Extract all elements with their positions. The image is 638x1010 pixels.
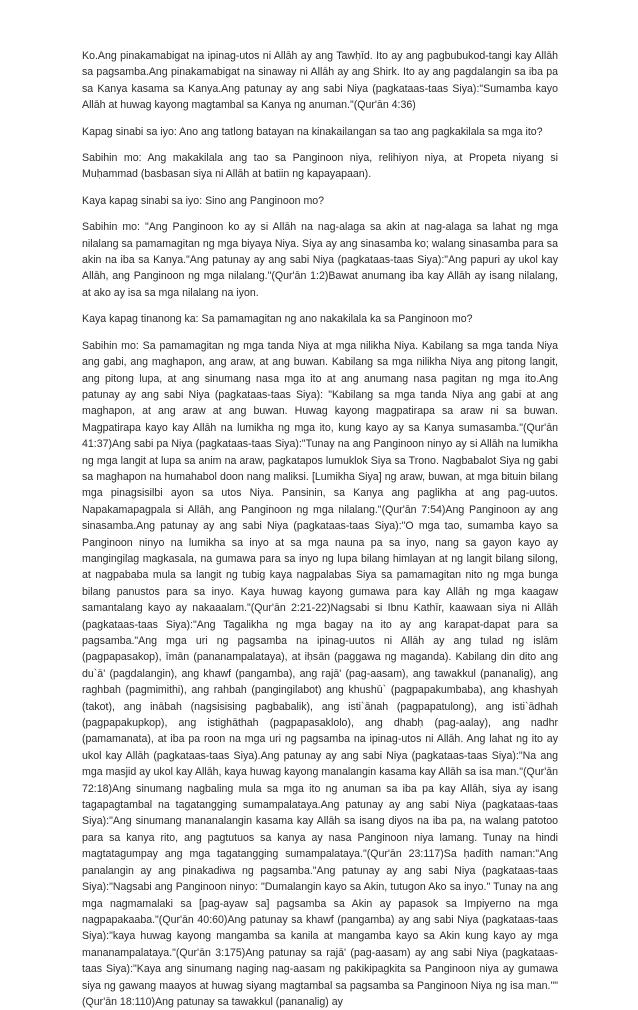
paragraph-question-who-is-lord: Kaya kapag sinabi sa iyo: Sino ang Panginoon mo? [82,194,325,207]
paragraph-answer-who-is-lord: Sabihin mo: "Ang Panginoon ko ay si Allāh na nag-alaga sa akin at nag-alaga sa lahat ng mga nilalang sa pamamagitan ng mga biyaya Niya. Siya ay ang sinasamba ko; walang sinasamba para sa akin na iba sa Kanya."Ang patunay ay ang sabi Niya (pagkataas-taas Siya):"Ang papuri ay ukol kay Allāh, ang Panginoon ng mga nilalang."(Qur'ān 1:2)Bawat anumang iba kay Allāh ay isang nilalang, at ako ay isa sa mga nilalang na iyon. [82,221,558,299]
paragraph-answer-three-foundations: Sabihin mo: Ang makakilala ang tao sa Panginoon niya, relihiyon niya, at Propeta niyang si Muḥammad (basbasan siya ni Allāh at batiin ng kapayapaan). [82,152,558,181]
paragraph-tawhid-shirk: Ko.Ang pinakamabigat na ipinag-utos ni Allāh ay ang Tawḥīd. Ito ay ang pagbubukod-tangi kay Allāh sa pagsamba.Ang pinakamabigat na sinaway ni Allāh ay ang Shirk. Ito ay ang pagdalangin sa iba pa sa Kanya kasama sa Kanya.Ang patunay ay ang sabi Niya (pagkataas-taas Siya):"Sumamba kayo Allāh at huwag kayong magtambal sa Kanya ng anuman."(Qur'ān 4:36) [82,50,558,112]
document-page [82,48,558,1010]
paragraph-question-how-know-lord: Kaya kapag tinanong ka: Sa pamamagitan ng ano nakakilala ka sa Panginoon mo? [82,313,473,326]
paragraph-question-three-foundations: Kapag sinabi sa iyo: Ano ang tatlong batayan na kinakailangan sa tao ang pagkakilala sa mga ito? [82,125,543,138]
paragraph-answer-signs-and-worship: Sabihin mo: Sa pamamagitan ng mga tanda Niya at mga nilikha Niya. Kabilang sa mga tanda Niya ang gabi, ang maghapon, ang araw, at ang buwan. Kabilang sa mga nilikha Niya ang pitong langit, ang pitong lupa, at ang sinumang nasa mga ito at ang anumang nasa pagitan ng mga ito.Ang patunay ay ang sabi Niya (pagkataas-taas Siya): "Kabilang sa mga tanda Niya ang gabi at ang maghapon, at ang araw at ang buwan. Huwag kayong magpatirapa sa araw ni sa buwan. Magpatirapa kayo kay Allāh na lumikha ng mga ito, kung kayo ay sa Kanya sumasamba."(Qur'ān 41:37)Ang sabi pa Niya (pagkataas-taas Siya):"Tunay na ang Panginoon ninyo ay si Allāh na lumikha ng mga langit at lupa sa anim na araw, pagkatapos lumuklok Siya sa Trono. Nagbabalot Siya ng gabi sa maghapon na humahabol doon nang maliksi. [Lumikha Siya] ng araw, buwan, at mga bituin bilang mga pinagsisilbi ayon sa utos Niya. Pansinin, sa Kanya ang paglikha at ang pag-uutos. Napakamapagpala si Allāh, ang Panginoon ng mga nilalang."(Qur'ān 7:54)Ang Panginoon ay ang sinasamba.Ang patunay ay ang sabi Niya (pagkataas-taas Siya):"O mga tao, sumamba kayo sa Panginoon ninyo na lumikha sa inyo at sa mga nauna pa sa inyo, nang sa gayon kayo ay mangingilag magkasala, na gumawa para sa inyo ng lupa bilang himlayan at ng langit bilang silong, at nagpababa mula sa langit ng tubig kaya nagpalabas Siya sa pamamagitan nito ng mga bunga bilang panustos para sa inyo. Kaya huwag kayong gumawa para kay Allāh ng mga kaagaw samantalang kayo ay nakaaalam."(Qur'ān 2:21-22)Nagsabi si Ibnu Kathīr, kaawaan siya ni Allāh (pagkataas-taas Siya):"Ang Tagalikha ng mga bagay na ito ay ang karapat-dapat para sa pagsamba."Ang mga uri ng pagsamba na ipinag-uutos ni Allāh ay ang tulad ng islām (pagpapasakop), īmān (pananampalataya), at iḥsān (paggawa ng maganda). Kabilang din dito ang du`ā' (pagdalangin), ang khawf (pangamba), ang rajā' (pag-aasam), ang tawakkul (pananalig), ang raghbah (pagmimithi), ang rahbah (pangingilabot) ang khushū` (pagpapakumbaba), ang khashyah (takot), ang inābah (nagsisising pagbabalik), ang isti`ānah (pagpapatulong), ang isti`ādhah (pagpapakupkop), ang istighāthah (pagpapasaklolo), ang dhabḥ (pag-aalay), ang nadhr (pamamanata), at iba pa roon na mga uri ng pagsamba na ipinag-utos ni Allāh. Ang lahat ng ito ay ukol kay Allāh (pagkataas-taas Siya).Ang patunay ay ang sabi Niya (pagkataas-taas Siya):"Na ang mga masjid ay ukol kay Allāh, kaya huwag kayong manalangin kasama kay Allāh sa isa man."(Qur'ān 72:18)Ang sinumang nagbaling mula sa mga ito ng anuman sa iba pa kay Allāh, siya ay isang tagapagtambal na tagatangging sumampalataya.Ang patunay ay ang sabi Niya (pagkataas-taas Siya):"Ang sinumang mananalangin kasama kay Allāh sa isang diyos na iba pa, na walang patotoo para sa kanya rito, ang pagtutuos sa kanya ay nasa Panginoon niya lamang. Tunay na hindi magtatagumpay ang mga tagatangging sumampalataya."(Qur'ān 23:117)Sa ḥadīth naman:"Ang panalangin ay ang pinakadiwa ng pagsamba."Ang patunay ay ang sabi Niya (pagkataas-taas Siya):"Nagsabi ang Panginoon ninyo: "Dumalangin kayo sa Akin, tutugon Ako sa inyo." Tunay na ang mga nagmamalaki sa [pag-ayaw sa] pagsamba sa Akin ay papasok sa Impiyerno na mga nagpapakaaba."(Qur'ān 40:60)Ang patunay sa khawf (pangamba) ay ang sabi Niya (pagkataas-taas Siya):"kaya huwag kayong mangamba sa kanila at mangamba kayo sa Akin kung kayo ay mga mananampalataya."(Qur'ān 3:175)Ang patunay sa rajā' (pag-aasam) ay ang sabi Niya (pagkataas-taas Siya):"Kaya ang sinumang naging nag-aasam ng pakikipagkita sa Panginoon niya ay gumawa siya ng gawang maayos at huwag siyang magtambal sa pagsamba sa Panginoon Niya ng isa man.""(Qur'ān 18:110)Ang patunay sa tawakkul (pananalig) ay [82,339,558,1008]
